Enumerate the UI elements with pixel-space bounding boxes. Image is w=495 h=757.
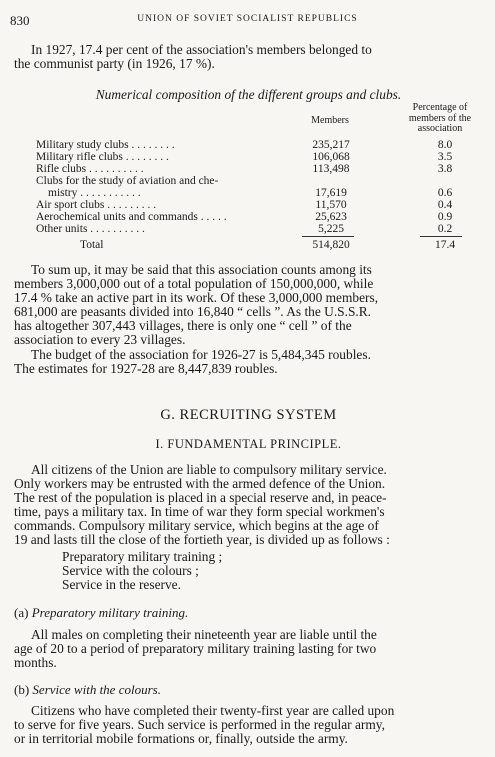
intro-line-1: In 1927, 17.4 per cent of the association's members belonged to (31, 42, 372, 57)
table-title: Numerical composition of the different groups and clubs. (95, 87, 402, 102)
summary-line-4: 681,000 are peasants divided into 16,840 “ cells ”. As the U.S.S.R. (14, 304, 372, 319)
row-label: Military rifle clubs . . . . . . . . (36, 151, 169, 163)
list-item: Service in the reserve. (62, 577, 181, 592)
part-b-heading (14, 682, 161, 698)
list-item: Preparatory military training ; (62, 549, 223, 564)
row-members: 17,619 (315, 187, 347, 199)
principle-line-6: 19 and lasts till the close of the fortieth year, is divided up as follows : (14, 532, 390, 547)
total-label: Total (80, 239, 104, 251)
intro-line-2: the communist party (in 1926, 17 %). (14, 56, 215, 71)
total-rule-members (302, 236, 354, 237)
column-header-members: Members (311, 115, 349, 126)
section-title: G. RECRUITING SYSTEM (160, 407, 337, 423)
part-a-line-3: months. (14, 655, 57, 670)
part-b-line-3: or in territorial mobile formations or, finally, outside the army. (14, 731, 348, 746)
summary-line-1: To sum up, it may be said that this association counts among its (31, 262, 372, 277)
running-head: UNION OF SOVIET SOCIALIST REPUBLICS (137, 14, 358, 24)
row-members: 11,570 (315, 199, 347, 211)
row-percentage: 0.9 (437, 211, 453, 223)
part-a-heading (14, 605, 188, 621)
part-a-line-1: All males on completing their nineteenth year are liable until the (31, 627, 377, 642)
row-members: 5,225 (318, 223, 344, 235)
column-header-percentage: Percentage of members of the association (408, 102, 472, 134)
summary-line-3: 17.4 % take an active part in its work. Of these 3,000,000 members, (14, 290, 379, 305)
row-percentage: 0.4 (437, 199, 453, 211)
row-percentage: 8.0 (437, 139, 453, 151)
row-label: Air sport clubs . . . . . . . . . (36, 199, 157, 211)
budget-line-1: The budget of the association for 1926-27 is 5,484,345 roubles. (31, 347, 371, 362)
row-members: 25,623 (315, 211, 347, 223)
row-percentage: 3.8 (437, 163, 453, 175)
row-members: 106,068 (312, 151, 350, 163)
budget-line-2: The estimates for 1927-28 are 8,447,839 roubles. (14, 361, 278, 376)
part-b-marker: (b) (14, 682, 30, 697)
row-members: 235,217 (312, 139, 350, 151)
list-item: Service with the colours ; (62, 563, 199, 578)
part-a-marker: (a) (14, 605, 29, 620)
principle-line-4: time, pays a military tax. In time of war they form special workmen's (14, 504, 385, 519)
row-label: Military study clubs . . . . . . . . (36, 139, 175, 151)
row-label: Clubs for the study of aviation and che- (36, 175, 219, 187)
total-rule-percentage (420, 236, 462, 237)
row-percentage: 3.5 (437, 151, 453, 163)
row-label: mistry . . . . . . . . . . . (48, 187, 141, 199)
part-a-line-2: age of 20 to a period of preparatory military training lasting for two (14, 641, 377, 656)
subsection-title: I. FUNDAMENTAL PRINCIPLE. (155, 437, 342, 451)
page-header (10, 13, 485, 29)
row-members: 113,498 (312, 163, 350, 175)
row-label: Aerochemical units and commands . . . . . (36, 211, 227, 223)
principle-line-1: All citizens of the Union are liable to compulsory military service. (31, 462, 387, 477)
summary-line-5: has altogether 307,443 villages, there is only one “ cell ” of the (14, 318, 352, 333)
total-members: 514,820 (312, 239, 350, 251)
total-percentage: 17.4 (434, 239, 456, 251)
row-percentage: 0.2 (437, 223, 453, 235)
summary-line-2: members 3,000,000 out of a total population of 150,000,000, while (14, 276, 374, 291)
principle-line-5: commands. Compulsory military service, which begins at the age of (14, 518, 379, 533)
row-label: Rifle clubs . . . . . . . . . . (36, 163, 144, 175)
principle-line-2: Only workers may be entrusted with the armed defence of the Union. (14, 476, 386, 491)
page-number: 830 (10, 13, 30, 28)
row-label: Other units . . . . . . . . . . (36, 223, 145, 235)
part-b-line-2: to serve for five years. Such service is performed in the regular army, (14, 717, 385, 732)
part-b-line-1: Citizens who have completed their twenty-first year are called upon (31, 703, 395, 718)
part-b-title: Service with the colours. (32, 682, 161, 697)
summary-line-6: association to every 23 villages. (14, 332, 186, 347)
part-a-title: Preparatory military training. (31, 605, 189, 620)
row-percentage: 0.6 (437, 187, 453, 199)
principle-line-3: The rest of the population is placed in a special reserve and, in peace- (14, 490, 387, 505)
